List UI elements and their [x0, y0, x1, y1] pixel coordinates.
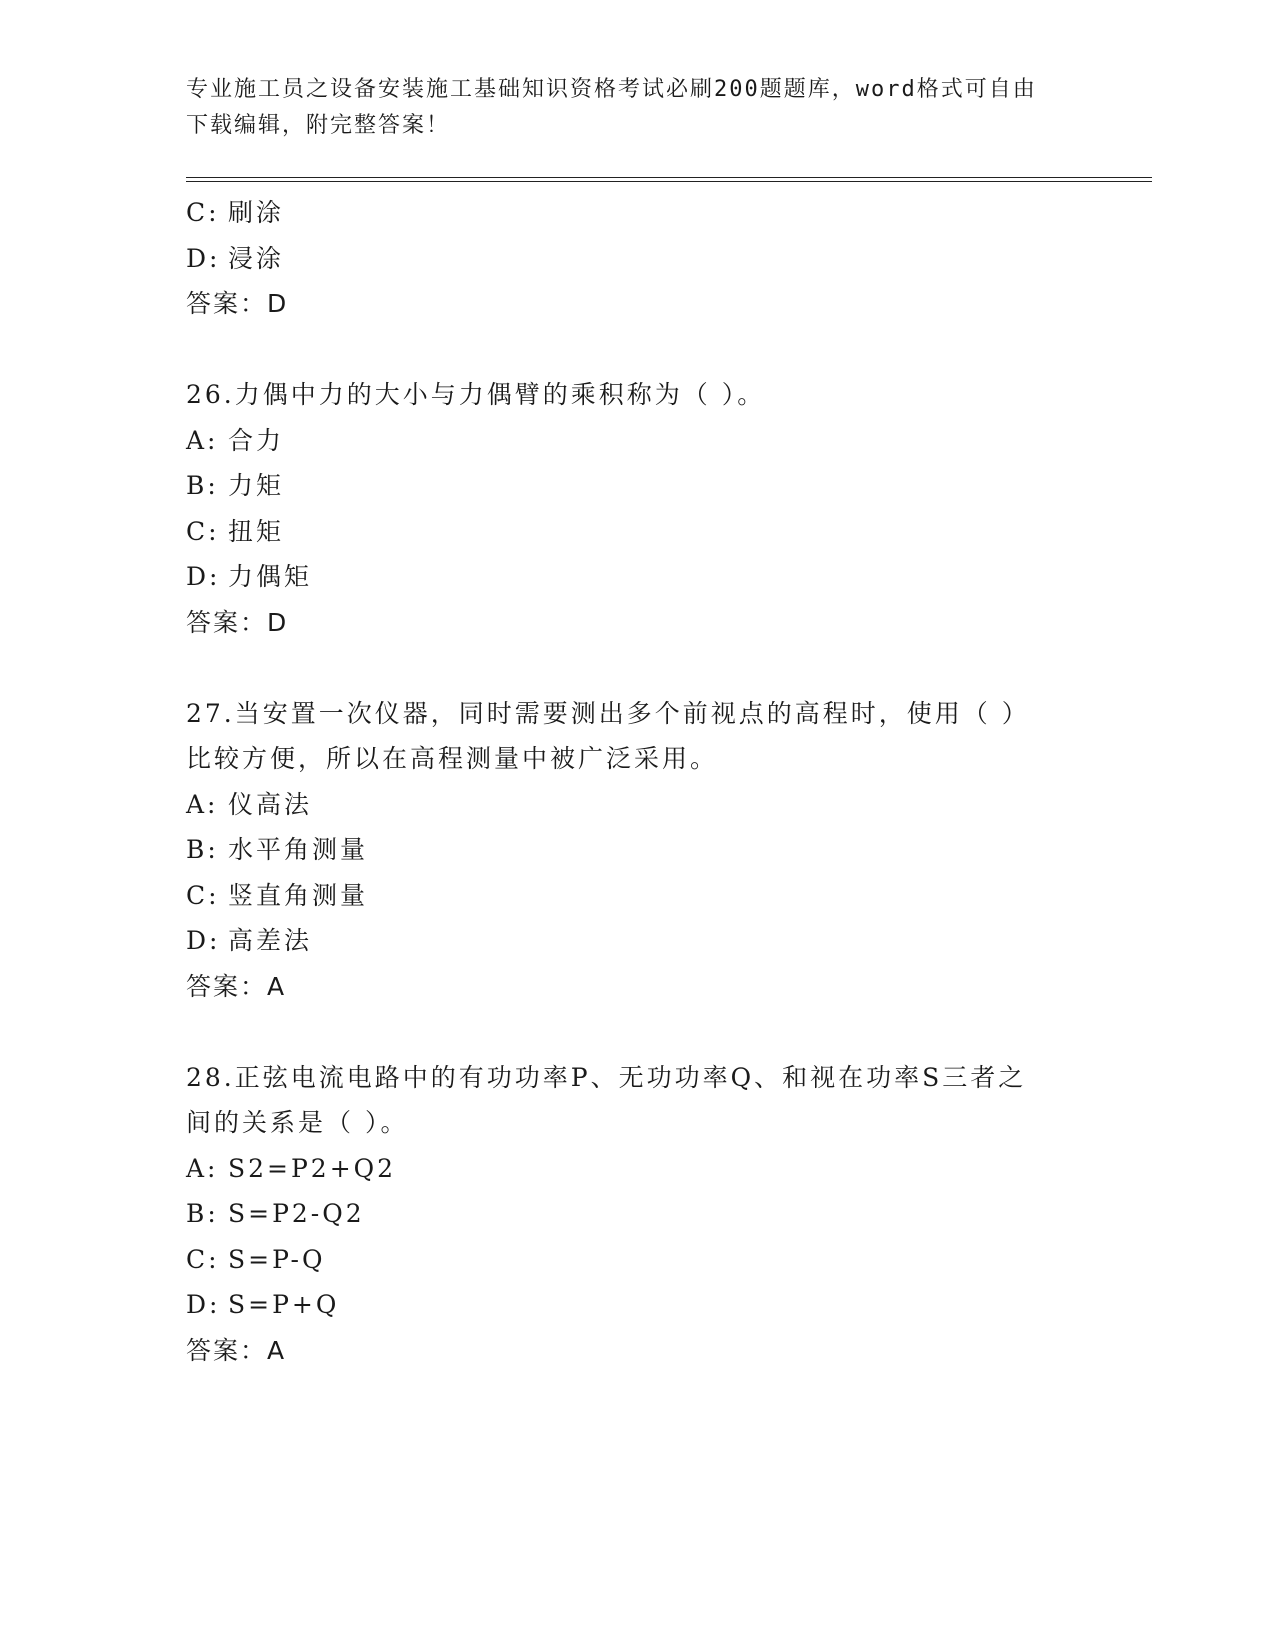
- option-key: A:: [186, 425, 219, 455]
- option-text: 仪高法: [228, 789, 313, 819]
- option-row: [186, 463, 1066, 509]
- option-text: 高差法: [228, 926, 313, 955]
- question-stem-continued: 间的关系是（ ）。: [186, 1108, 409, 1137]
- option-row: [186, 918, 1066, 964]
- answer-line: 答案：D: [186, 289, 289, 318]
- answer-line: 答案：A: [186, 1335, 287, 1365]
- option-key: D:: [186, 243, 221, 273]
- option-key: D:: [186, 926, 221, 955]
- spacer: [186, 645, 1066, 691]
- option-text: 扭矩: [228, 516, 285, 546]
- option-text: 水平角测量: [228, 835, 369, 864]
- option-text: S=P-Q: [228, 1244, 326, 1274]
- option-row: [186, 1282, 1066, 1328]
- question-stem-continued: 比较方便，所以在高程测量中被广泛采用。: [186, 744, 719, 773]
- option-key: D:: [186, 562, 221, 591]
- option-text: 刷涂: [228, 198, 285, 227]
- header-line-1: 专业施工员之设备安装施工基础知识资格考试必刷200题题库，word格式可自由: [186, 77, 1037, 102]
- question-list: [186, 190, 1066, 1373]
- document-header: [186, 72, 1086, 144]
- option-row: [186, 418, 1066, 464]
- option-row: [186, 1146, 1066, 1192]
- answer-line: 答案：A: [186, 971, 287, 1001]
- option-text: 竖直角测量: [228, 880, 369, 910]
- option-key: A:: [186, 1153, 219, 1183]
- option-key: C:: [186, 880, 220, 910]
- option-row: [186, 827, 1066, 873]
- option-text: 合力: [228, 425, 285, 455]
- option-text: S=P+Q: [228, 1290, 340, 1319]
- option-key: B:: [186, 471, 219, 500]
- spacer: [186, 1009, 1066, 1055]
- header-divider: [186, 177, 1152, 182]
- option-key: D:: [186, 1290, 221, 1319]
- option-key: C:: [186, 198, 220, 227]
- option-text: 浸涂: [228, 243, 285, 273]
- option-row: [186, 509, 1066, 555]
- option-key: C:: [186, 516, 220, 546]
- option-row: [186, 1191, 1066, 1237]
- option-text: 力偶矩: [228, 562, 313, 591]
- option-row: [186, 554, 1066, 600]
- question-stem: 28.正弦电流电路中的有功功率P、无功功率Q、和视在功率S三者之: [186, 1062, 1027, 1092]
- option-row: [186, 190, 1066, 236]
- option-key: B:: [186, 835, 219, 864]
- option-key: C:: [186, 1244, 220, 1274]
- spacer: [186, 327, 1066, 373]
- answer-line: 答案：D: [186, 607, 289, 637]
- question-27: [186, 691, 1066, 1010]
- option-key: A:: [186, 789, 219, 819]
- option-text: S2=P2+Q2: [228, 1153, 397, 1183]
- option-row: [186, 782, 1066, 828]
- option-row: [186, 236, 1066, 282]
- option-text: 力矩: [228, 471, 285, 500]
- header-line-2: 下载编辑，附完整答案！: [186, 113, 451, 138]
- prev-question-tail: [186, 190, 1066, 327]
- question-stem: 27.当安置一次仪器，同时需要测出多个前视点的高程时，使用（ ）: [186, 698, 1030, 728]
- question-28: [186, 1055, 1066, 1374]
- option-row: [186, 873, 1066, 919]
- option-key: B:: [186, 1199, 219, 1228]
- question-stem: 26.力偶中力的大小与力偶臂的乘积称为（ ）。: [186, 380, 766, 409]
- question-26: [186, 372, 1066, 645]
- option-row: [186, 1237, 1066, 1283]
- option-text: S=P2-Q2: [228, 1199, 365, 1228]
